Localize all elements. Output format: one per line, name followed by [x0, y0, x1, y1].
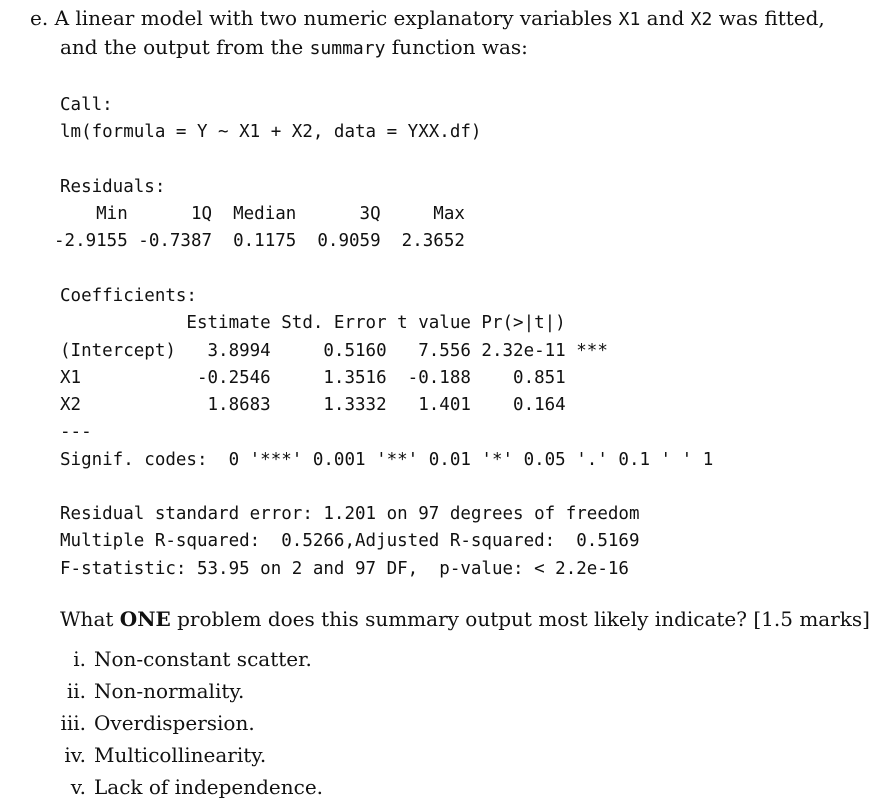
option-i — [52, 647, 312, 671]
option-text: Non-normality. — [94, 679, 245, 703]
option-number: v. — [70, 775, 86, 799]
r-squared: Multiple R-squared: 0.5266,Adjusted R-squared: 0.5169 — [60, 531, 651, 551]
option-text: Lack of independence. — [94, 775, 324, 799]
option-number: iv. — [64, 743, 86, 767]
coef-row-x1: X1 -0.2546 1.3516 -0.188 0.851 — [60, 368, 608, 388]
option-iv — [52, 743, 266, 767]
residuals-labels: Min 1Q Median 3Q Max — [54, 204, 476, 224]
prompt-text-pre: What — [60, 607, 120, 631]
coefficients-column-header: Estimate Std. Error t value Pr(>|t|) — [60, 313, 608, 333]
option-number: ii. — [66, 679, 86, 703]
coefficients-header: Coefficients: — [60, 286, 197, 306]
question-text-2b: function was: — [385, 35, 528, 59]
question-prompt — [60, 607, 870, 631]
function-name: summary — [309, 38, 386, 59]
option-v — [52, 775, 323, 799]
option-number: i. — [73, 647, 86, 671]
option-number: iii. — [60, 711, 86, 735]
separator: --- — [60, 422, 92, 442]
coef-row-intercept: (Intercept) 3.8994 0.5160 7.556 2.32e-11 *** — [60, 341, 608, 361]
option-iii — [52, 711, 255, 735]
coef-row-x2: X2 1.8683 1.3332 1.401 0.164 — [60, 395, 608, 415]
question-text-1a: A linear model with two numeric explanatory variables — [54, 6, 619, 30]
option-text: Non-constant scatter. — [94, 647, 312, 671]
call-header: Call: — [60, 95, 113, 115]
question-text-2a: and the output from the — [60, 35, 310, 59]
option-ii — [52, 679, 244, 703]
signif-codes: Signif. codes: 0 '***' 0.001 '**' 0.01 '*' 0.05 '.' 0.1 ' ' 1 — [60, 450, 714, 470]
variable-x1: X1 — [618, 9, 641, 30]
residual-standard-error: Residual standard error: 1.201 on 97 degrees of freedom — [60, 504, 640, 524]
f-statistic: F-statistic: 53.95 on 2 and 97 DF, p-value: < 2.2e-16 — [60, 559, 629, 579]
question-line-2 — [60, 35, 528, 61]
question-text-1b: and — [640, 6, 691, 30]
prompt-marks: [1.5 marks] — [753, 607, 870, 631]
variable-x2: X2 — [690, 9, 713, 30]
prompt-emphasis: ONE — [119, 607, 171, 631]
prompt-text-post: problem does this summary output most likely indicate? — [170, 607, 747, 631]
question-line-1 — [30, 6, 825, 32]
residuals-values: -2.9155 -0.7387 0.1175 0.9059 2.3652 — [54, 231, 476, 251]
question-label: e. — [30, 6, 49, 30]
option-text: Overdispersion. — [94, 711, 255, 735]
option-text: Multicollinearity. — [94, 743, 267, 767]
question-text-1c: was fitted, — [712, 6, 825, 30]
residuals-header: Residuals: — [60, 177, 166, 197]
call-formula: lm(formula = Y ~ X1 + X2, data = YXX.df) — [60, 122, 482, 142]
